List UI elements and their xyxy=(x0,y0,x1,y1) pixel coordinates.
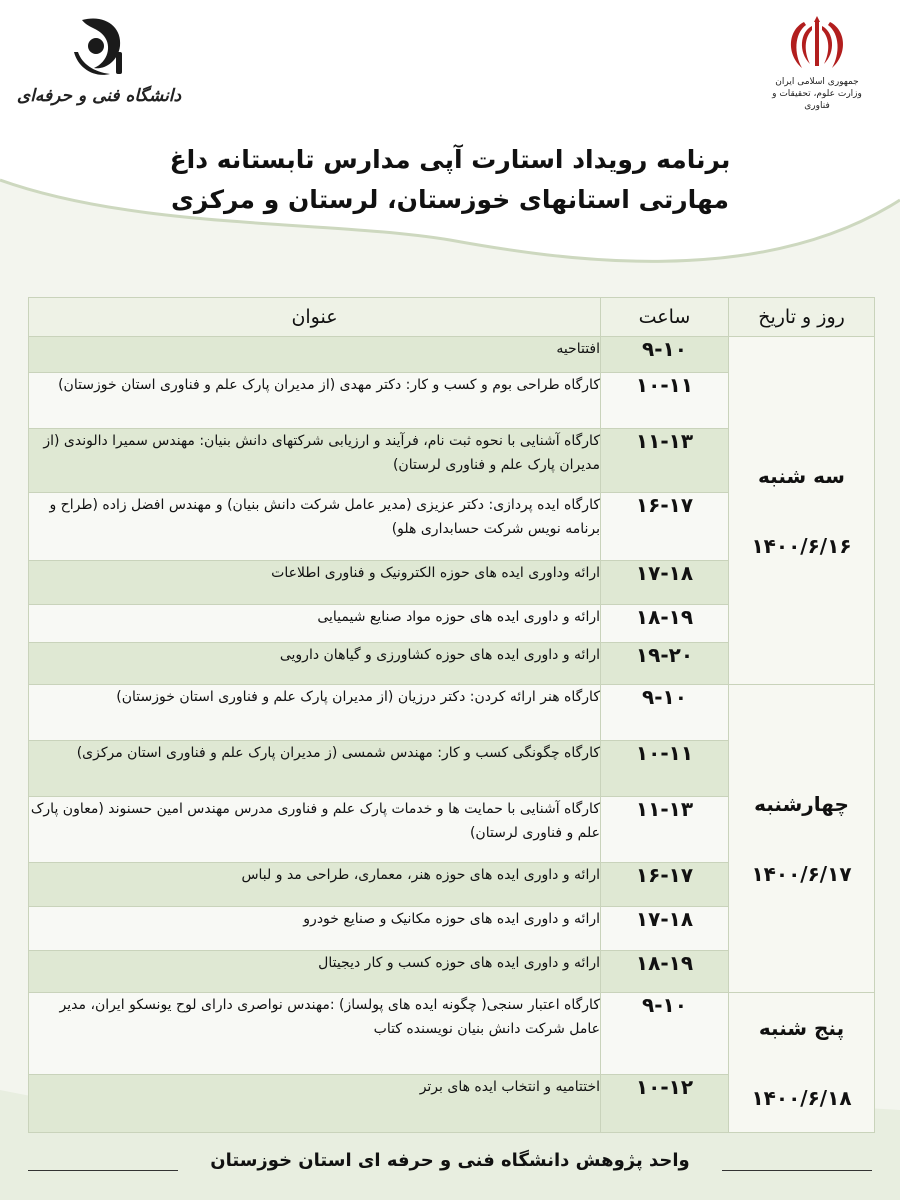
time-cell: ۹-۱۰ xyxy=(601,685,729,741)
time-cell: ۹-۱۰ xyxy=(601,993,729,1075)
time-cell: ۱۸-۱۹ xyxy=(601,951,729,993)
time-cell: ۱۱-۱۳ xyxy=(601,797,729,863)
day-date: ۱۴۰۰/۶/۱۷ xyxy=(751,861,852,886)
table-row xyxy=(29,993,875,1075)
day-name: پنج شنبه xyxy=(758,1015,845,1040)
day-cell xyxy=(729,337,875,685)
time-cell: ۱۰-۱۱ xyxy=(601,741,729,797)
time-cell: ۱۷-۱۸ xyxy=(601,561,729,605)
title-cell: کارگاه اعتبار سنجی( چگونه ایده های پولساز) :مهندس نواصری دارای لوح یونسکو ایران، مدیر عامل شرکت دانش بنیان نویسنده کتاب xyxy=(29,993,601,1075)
title-cell: کارگاه ایده پردازی: دکتر عزیزی (مدیر عامل شرکت دانش بنیان) و مهندس افضل زاده (طراح و برنامه نویس شرکت حسابداری هلو) xyxy=(29,493,601,561)
footer xyxy=(0,1150,900,1180)
ministry-logo xyxy=(762,12,872,112)
day-name: چهارشنبه xyxy=(754,791,849,816)
day-name: سه شنبه xyxy=(758,463,845,488)
time-cell: ۱۰-۱۱ xyxy=(601,373,729,429)
table-header-row xyxy=(29,298,875,337)
header-title: عنوان xyxy=(29,298,601,337)
title-cell: ارائه و داوری ایده های حوزه مواد صنایع شیمیایی xyxy=(29,605,601,643)
university-name: دانشگاه فنی و حرفه‌ای xyxy=(16,86,182,106)
org-line-2: وزارت علوم، تحقیقات و فناوری xyxy=(772,89,862,111)
org-line-1: جمهوری اسلامی ایران xyxy=(775,77,859,87)
time-cell: ۱۶-۱۷ xyxy=(601,863,729,907)
title-cell: کارگاه چگونگی کسب و کار: مهندس شمسی (ز مدیران پارک علم و فناوری استان مرکزی) xyxy=(29,741,601,797)
time-cell: ۱۰-۱۲ xyxy=(601,1075,729,1133)
title-cell: کارگاه طراحی بوم و کسب و کار: دکتر مهدی (از مدیران پارک علم و فناوری استان خوزستان) xyxy=(29,373,601,429)
page-title xyxy=(80,140,820,220)
university-logo xyxy=(14,12,184,106)
time-cell: ۱۱-۱۳ xyxy=(601,429,729,493)
table-row xyxy=(29,685,875,741)
title-cell: ارائه و داوری ایده های حوزه کشاورزی و گیاهان دارویی xyxy=(29,643,601,685)
footer-text: واحد پژوهش دانشگاه فنی و حرفه ای استان خوزستان xyxy=(210,1150,690,1171)
day-cell xyxy=(729,993,875,1133)
iran-emblem-icon xyxy=(782,12,852,72)
title-line-2: مهارتی استانهای خوزستان، لرستان و مرکزی xyxy=(170,185,730,214)
time-cell: ۱۸-۱۹ xyxy=(601,605,729,643)
time-cell: ۱۶-۱۷ xyxy=(601,493,729,561)
header-time: ساعت xyxy=(601,298,729,337)
time-cell: ۱۷-۱۸ xyxy=(601,907,729,951)
day-cell xyxy=(729,685,875,993)
footer-divider-right xyxy=(722,1170,872,1171)
title-cell: ارائه وداوری ایده های حوزه الکترونیک و فناوری اطلاعات xyxy=(29,561,601,605)
footer-divider-left xyxy=(28,1170,178,1171)
header-day-date: روز و تاریخ xyxy=(729,298,875,337)
schedule-table xyxy=(28,297,875,1133)
title-line-1: برنامه رویداد استارت آپی مدارس تابستانه داغ xyxy=(169,145,731,174)
title-cell: ارائه و داوری ایده های حوزه کسب و کار دیجیتال xyxy=(29,951,601,993)
day-date: ۱۴۰۰/۶/۱۸ xyxy=(751,1085,852,1110)
time-cell: ۹-۱۰ xyxy=(601,337,729,373)
title-cell: اختتامیه و انتخاب ایده های برتر xyxy=(29,1075,601,1133)
title-cell: کارگاه آشنایی با نحوه ثبت نام، فرآیند و ارزیابی شرکتهای دانش بنیان: مهندس سمیرا دالوندی (از مدیران پارک علم و فناوری لرستان) xyxy=(29,429,601,493)
title-cell: افتتاحیه xyxy=(29,337,601,373)
title-cell: کارگاه آشنایی با حمایت ها و خدمات پارک علم و فناوری مدرس مهندس امین حسنوند (معاون پارک علم و فناوری لرستان) xyxy=(29,797,601,863)
title-cell: کارگاه هنر ارائه کردن: دکتر درزیان (از مدیران پارک علم و فناوری استان خوزستان) xyxy=(29,685,601,741)
title-cell: ارائه و داوری ایده های حوزه هنر، معماری، طراحی مد و لباس xyxy=(29,863,601,907)
tvu-logo-icon xyxy=(64,12,134,82)
day-date: ۱۴۰۰/۶/۱۶ xyxy=(751,533,852,558)
time-cell: ۱۹-۲۰ xyxy=(601,643,729,685)
title-cell: ارائه و داوری ایده های حوزه مکانیک و صنایع خودرو xyxy=(29,907,601,951)
table-row xyxy=(29,337,875,373)
